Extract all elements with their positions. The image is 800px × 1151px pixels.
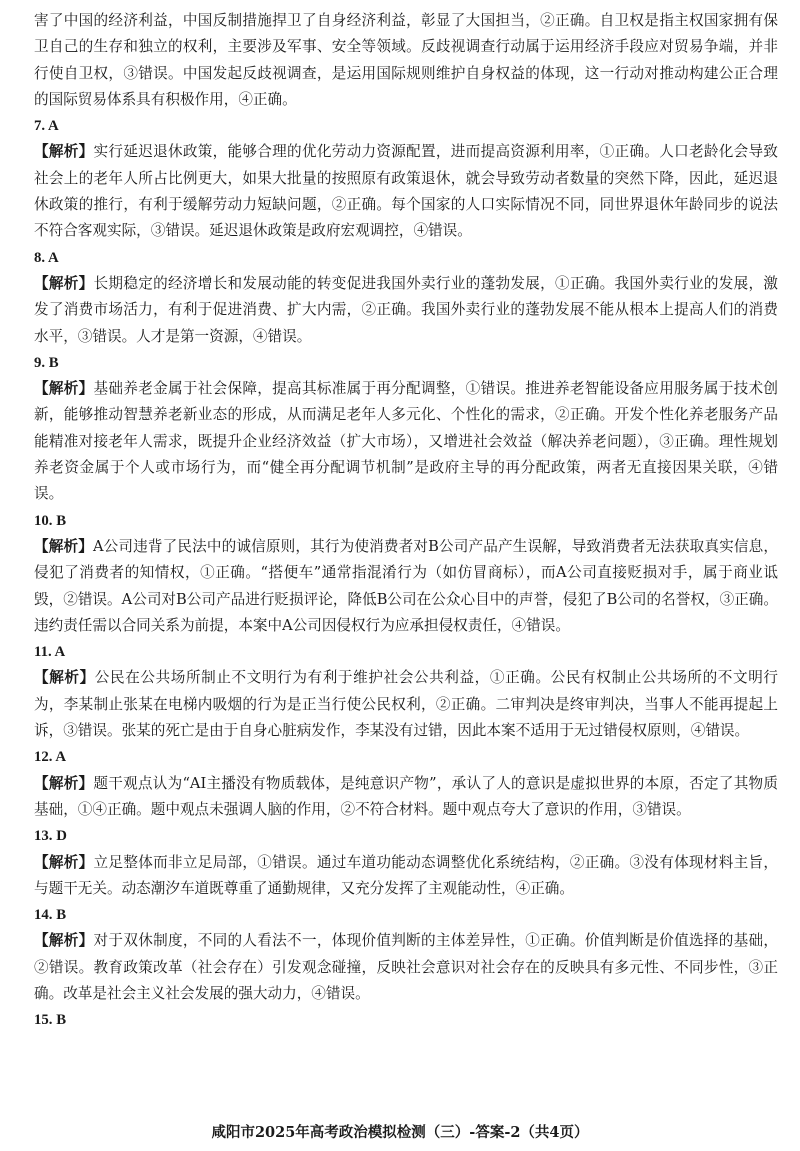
analysis-label: 【解析】 [34,853,94,871]
analysis-text: 基础养老金属于社会保障，提高其标准属于再分配调整，①错误。推进养老智能设备应用服务属于技术创新，能够推动智慧养老新业态的形成，从而满足老年人多元化、个性化的需求，②正确。开发个性化养老服务产品能精准对接老年人需求，既提升企业经济效益（扩大市场），又增进社会效益（解决养老问题），③正确。理性规划养老资金属于个人或市场行为，而“健全再分配调节机制”是政府主导的再分配政策，两者无直接因果关联，④错误。 [34,380,778,503]
intro-paragraph: 害了中国的经济利益，中国反制措施捍卫了自身经济利益，彰显了大国担当，②正确。自卫权是指主权国家拥有保卫自己的生存和独立的权利，主要涉及军事、安全等领域。反歧视调查行动属于运用经济手段应对贸易争端，并非行使自卫权，③错误。中国发起反歧视调查，是运用国际规则维护自身权益的体现，这一行动对推动构建公正合理的国际贸易体系具有积极作用，④正确。 [34,12,778,108]
answer-11 [34,639,778,744]
analysis-paragraph [34,376,778,507]
answer-15 [34,1007,778,1033]
analysis-paragraph [34,850,778,903]
page-footer: 咸阳市2025年高考政治模拟检测（三）-答案-2（共4页） [211,1124,589,1141]
answer-number: 11. A [34,644,66,661]
answer-14 [34,902,778,1007]
analysis-paragraph [34,771,778,824]
analysis-paragraph [34,271,778,350]
answer-8 [34,245,778,350]
analysis-label: 【解析】 [34,669,95,687]
analysis-text: 实行延迟退休政策，能够合理的优化劳动力资源配置，进而提高资源利用率，①正确。人口老龄化会导致社会上的老年人所占比例更大，如果大批量的按照原有政策退休，就会导致劳动者数量的突然下降，因此，延迟退休政策的推行，有利于缓解劳动力短缺问题，②正确。每个国家的人口实际情况不同，同世界退休年龄同步的说法不符合客观实际，③错误。延迟退休政策是政府宏观调控，④错误。 [34,143,778,240]
content-area [34,8,778,1034]
analysis-label: 【解析】 [34,380,94,398]
answer-number: 10. B [34,512,67,529]
analysis-label: 【解析】 [34,537,93,555]
analysis-paragraph [34,928,778,1007]
analysis-text: 立足整体而非立足局部，①错误。通过车道功能动态调整优化系统结构，②正确。③没有体现材料主旨，与题干无关。动态潮汐车道既尊重了通勤规律，又充分发挥了主观能动性，④正确。 [34,853,778,897]
analysis-paragraph [34,534,778,639]
analysis-label: 【解析】 [34,932,94,950]
answer-number: 15. B [34,1012,67,1029]
analysis-text: 长期稳定的经济增长和发展动能的转变促进我国外卖行业的蓬勃发展，①正确。我国外卖行业的发展，激发了消费市场活力，有利于促进消费、扩大内需，②正确。我国外卖行业的蓬勃发展不能从根本上提高人们的消费水平，③错误。人才是第一资源，④错误。 [34,274,778,345]
answer-number: 12. A [34,749,67,766]
answer-12 [34,744,778,823]
analysis-label: 【解析】 [34,143,94,161]
analysis-text: 对于双休制度，不同的人看法不一，体现价值判断的主体差异性，①正确。价值判断是价值选择的基础，②错误。教育政策改革（社会存在）引发观念碰撞，反映社会意识对社会存在的反映具有多元性、不同步性，③正确。改革是社会主义社会发展的强大动力，④错误。 [34,932,778,1002]
answer-number: 13. D [34,828,67,845]
answer-number: 8. A [34,249,59,266]
answer-number: 9. B [34,354,59,371]
analysis-text: A公司违背了民法中的诚信原则，其行为使消费者对B公司产品产生误解，导致消费者无法获取真实信息，侵犯了消费者的知情权，①正确。“搭便车”通常指混淆行为（如仿冒商标），而A公司直接贬损对手，属于商业诋毁，②错误。A公司对B公司产品进行贬损评论，降低B公司在公众心目中的声誉，侵犯了B公司的名誉权，③正确。违约责任需以合同关系为前提，本案中A公司因侵权行为应承担侵权责任，④错误。 [34,537,778,634]
analysis-label: 【解析】 [34,274,94,292]
analysis-paragraph [34,665,778,744]
analysis-paragraph [34,139,778,244]
answer-number: 14. B [34,907,67,924]
answer-number: 7. A [34,118,59,135]
answer-7 [34,113,778,244]
answer-13 [34,823,778,902]
analysis-text: 公民在公共场所制止不文明行为有利于维护社会公共利益，①正确。公民有权制止公共场所的不文明行为，李某制止张某在电梯内吸烟的行为是正当行使公民权利，②正确。二审判决是终审判决，当事人不能再提起上诉，③错误。张某的死亡是由于自身心脏病发作，李某没有过错，因此本案不适用于无过错侵权原则，④错误。 [34,669,778,740]
analysis-text: 题干观点认为“AI主播没有物质载体，是纯意识产物”，承认了人的意识是虚拟世界的本原，否定了其物质基础，①④正确。题中观点未强调人脑的作用，②不符合材料。题中观点夸大了意识的作用，③错误。 [34,774,778,818]
answer-10 [34,508,778,639]
answer-9 [34,350,778,508]
analysis-label: 【解析】 [34,774,94,792]
